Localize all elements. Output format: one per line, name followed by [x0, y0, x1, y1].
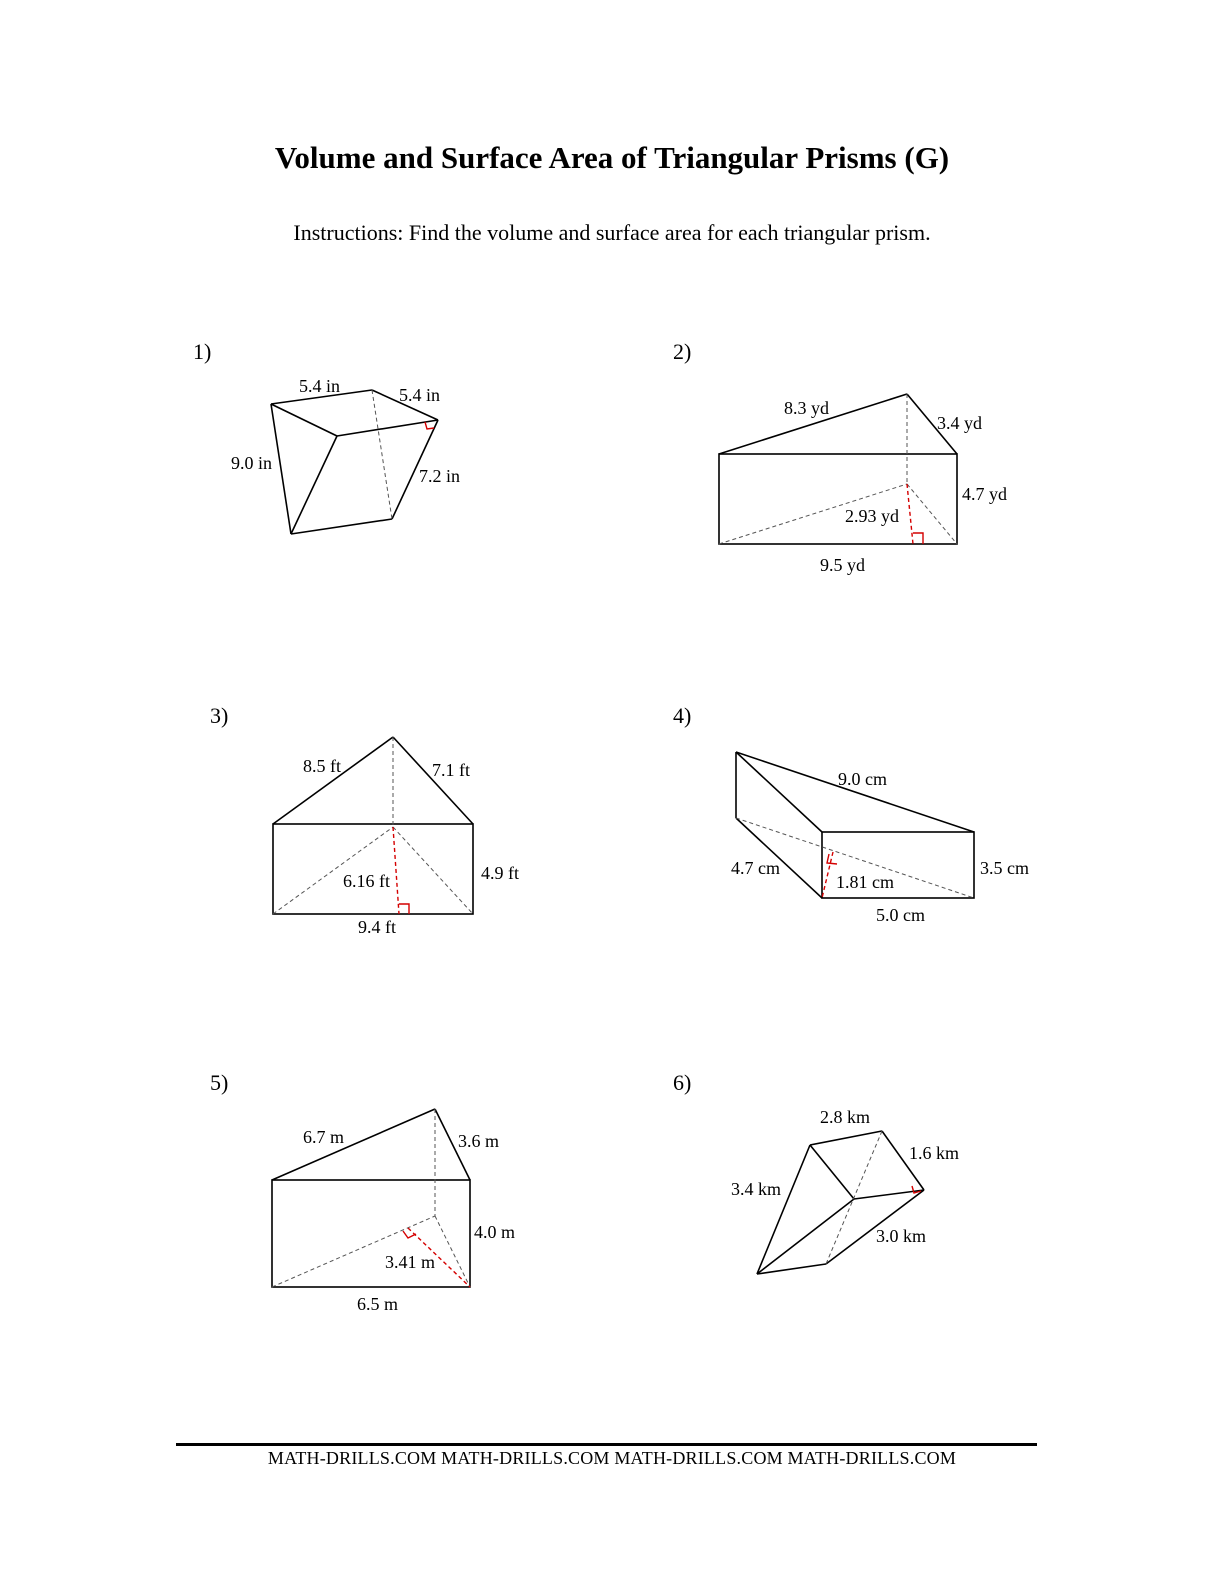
footer-text: MATH-DRILLS.COM MATH-DRILLS.COM MATH-DRILLS.COM MATH-DRILLS.COM	[267, 1448, 957, 1468]
p5-label-base: 6.5 m	[357, 1294, 399, 1314]
prism-figure-5	[272, 1109, 515, 1314]
p2-label-altitude: 2.93 yd	[845, 506, 899, 526]
p4-label-side: 3.5 cm	[980, 858, 1029, 878]
prism-figure-2	[719, 394, 1007, 575]
p3-label-left: 8.5 ft	[303, 756, 341, 776]
p1-label-height: 7.2 in	[419, 466, 461, 486]
p1-label-left: 9.0 in	[231, 453, 273, 473]
p3-label-altitude: 6.16 ft	[343, 871, 390, 891]
p5-label-altitude: 3.41 m	[385, 1252, 436, 1272]
problem-3-number: 3)	[210, 703, 229, 728]
p4-label-hyp: 9.0 cm	[838, 769, 887, 789]
p6-label-right: 1.6 km	[909, 1143, 960, 1163]
p1-label-top: 5.4 in	[299, 376, 341, 396]
footer-divider	[176, 1443, 1037, 1446]
p2-label-hyp: 8.3 yd	[784, 398, 829, 418]
prism-figure-1	[231, 376, 460, 534]
problem-1-number: 1)	[193, 339, 212, 364]
p6-label-top: 2.8 km	[820, 1107, 871, 1127]
p1-label-right: 5.4 in	[399, 385, 441, 405]
p2-label-side: 3.4 yd	[937, 413, 982, 433]
instructions: Instructions: Find the volume and surface area for each triangular prism.	[293, 220, 931, 245]
p4-label-base: 5.0 cm	[876, 905, 925, 925]
p5-label-hyp: 6.7 m	[303, 1127, 345, 1147]
prism-figure-4	[731, 752, 1029, 925]
p3-label-base: 9.4 ft	[358, 917, 396, 937]
p4-label-altitude: 1.81 cm	[836, 872, 894, 892]
p6-label-left: 3.4 km	[731, 1179, 782, 1199]
p2-label-base: 9.5 yd	[820, 555, 865, 575]
p6-label-length: 3.0 km	[876, 1226, 927, 1246]
p5-label-length: 4.0 m	[474, 1222, 516, 1242]
problem-5-number: 5)	[210, 1070, 229, 1095]
p2-label-length: 4.7 yd	[962, 484, 1007, 504]
prism-figure-3	[273, 737, 519, 937]
p5-label-side: 3.6 m	[458, 1131, 500, 1151]
problem-6-number: 6)	[673, 1070, 692, 1095]
problem-4-number: 4)	[673, 703, 692, 728]
p3-label-right: 7.1 ft	[432, 760, 470, 780]
prism-figure-6	[731, 1107, 959, 1274]
p4-label-length: 4.7 cm	[731, 858, 780, 878]
p3-label-length: 4.9 ft	[481, 863, 519, 883]
page-title: Volume and Surface Area of Triangular Prisms (G)	[274, 140, 950, 175]
problem-2-number: 2)	[673, 339, 692, 364]
